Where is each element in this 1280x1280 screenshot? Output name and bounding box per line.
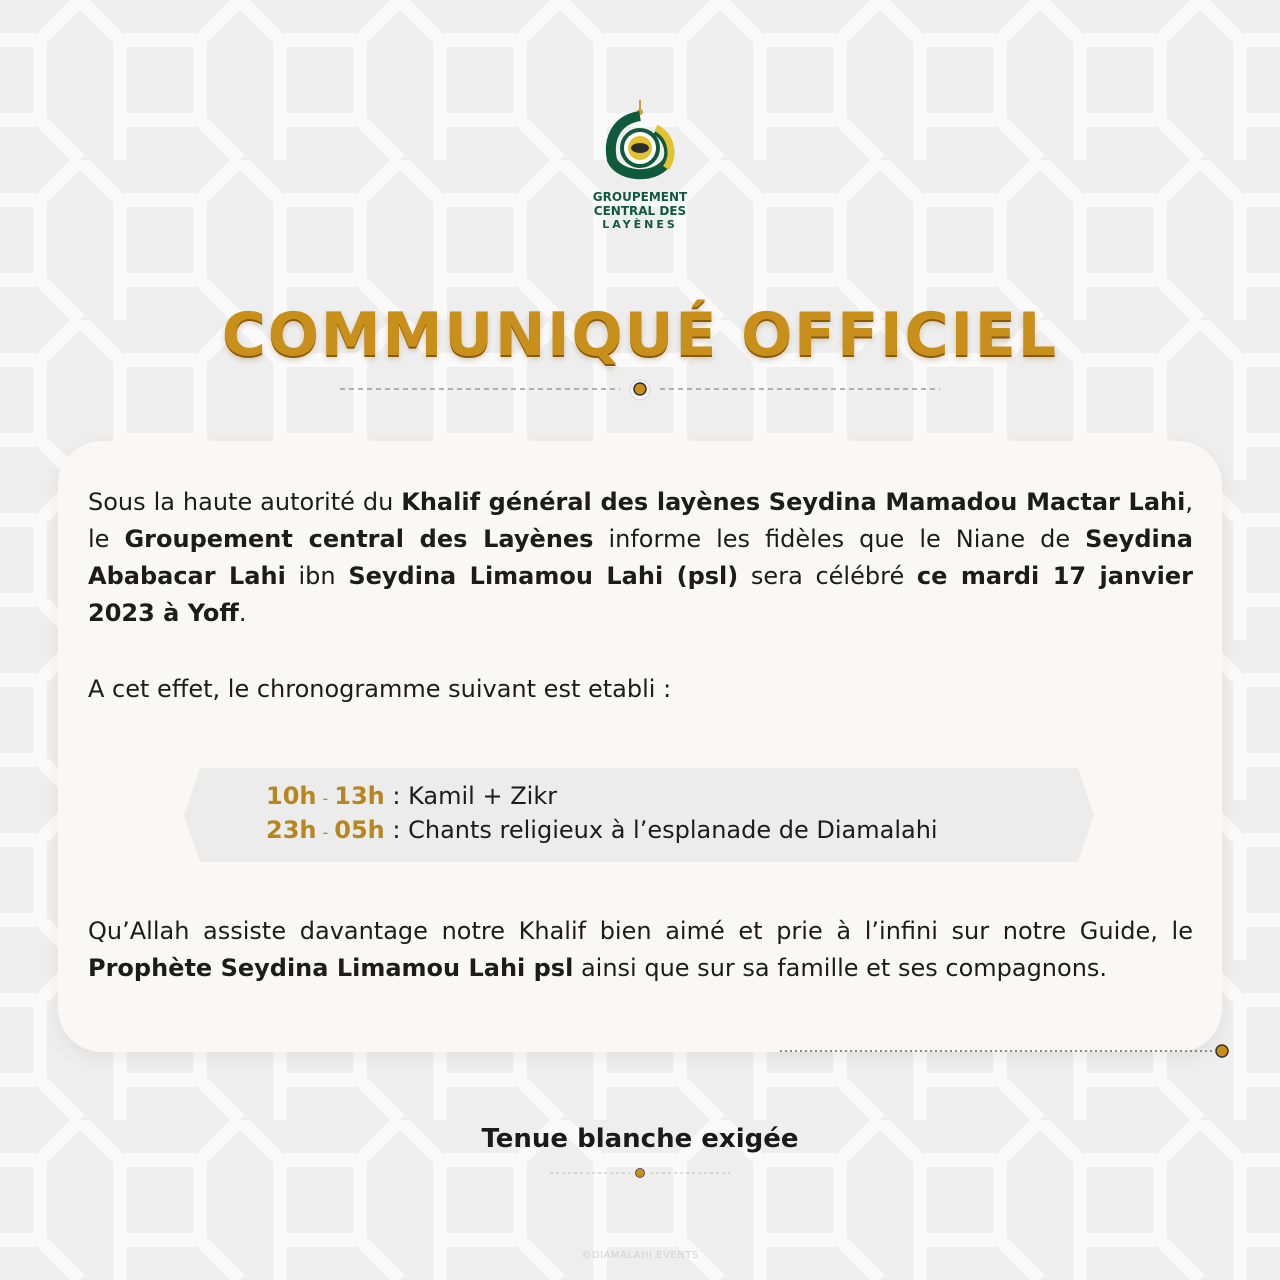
schedule-row xyxy=(266,780,557,815)
p1-text-1: Sous la haute autorité du xyxy=(88,488,402,516)
announcement-paragraph xyxy=(88,484,1193,632)
schedule-row xyxy=(266,814,938,849)
p1-limamou: Seydina Limamou Lahi (psl) xyxy=(348,562,739,590)
p1-text-5: sera célébré xyxy=(738,562,917,590)
logo-line-1: GROUPEMENT xyxy=(592,190,688,204)
p1-ababacar: Seydina Ababacar Lahi xyxy=(88,525,1194,590)
schedule-start-time: 10h xyxy=(266,782,317,810)
credit-watermark: ©DIAMALAHI EVENTS xyxy=(581,1250,699,1261)
logo-line-2: CENTRAL DES xyxy=(593,204,687,218)
p1-groupement: Groupement central des Layènes xyxy=(124,525,594,553)
title-divider xyxy=(340,376,940,406)
schedule-separator: - xyxy=(322,789,329,808)
schedule-separator: - xyxy=(322,823,329,842)
p1-khalif: Khalif général des layènes Seydina Mamadou Mactar Lahi xyxy=(401,488,1186,516)
mosque-emblem-icon xyxy=(600,98,680,188)
schedule-end-time: 13h xyxy=(334,782,385,810)
dress-code: Tenue blanche exigée xyxy=(481,1124,799,1154)
p3-text-1: Qu’Allah assiste davantage notre Khalif bien aimé et prie à l’infini sur notre Guide, le xyxy=(88,917,1193,945)
schedule-start-time: 23h xyxy=(266,816,317,844)
logo-line-3: LAYÈNES xyxy=(602,218,678,231)
page-title: COMMUNIQUÉ OFFICIEL xyxy=(221,300,1059,370)
p1-text-3: informe les fidèles que le Niane de xyxy=(593,525,1086,553)
schedule-end-time: 05h xyxy=(334,816,385,844)
p1-text-2: , le xyxy=(88,488,1194,553)
schedule-intro: A cet effet, le chronogramme suivant est etabli : xyxy=(88,675,672,703)
dress-code-divider xyxy=(540,1160,740,1184)
p3-text-2: ainsi que sur sa famille et ses compagnons. xyxy=(573,954,1108,982)
schedule-label: : Kamil + Zikr xyxy=(392,782,558,810)
schedule-label: : Chants religieux à l’esplanade de Diamalahi xyxy=(392,816,938,844)
p1-date: ce mardi 17 janvier 2023 à Yoff xyxy=(88,562,1194,627)
p3-prophet: Prophète Seydina Limamou Lahi psl xyxy=(88,954,574,982)
p1-text-4: ibn xyxy=(285,562,349,590)
prayer-paragraph xyxy=(88,913,1193,987)
organization-logo xyxy=(590,98,690,258)
p1-text-6: . xyxy=(238,599,247,627)
logo-text xyxy=(590,190,690,232)
card-corner-line xyxy=(780,1040,1240,1064)
